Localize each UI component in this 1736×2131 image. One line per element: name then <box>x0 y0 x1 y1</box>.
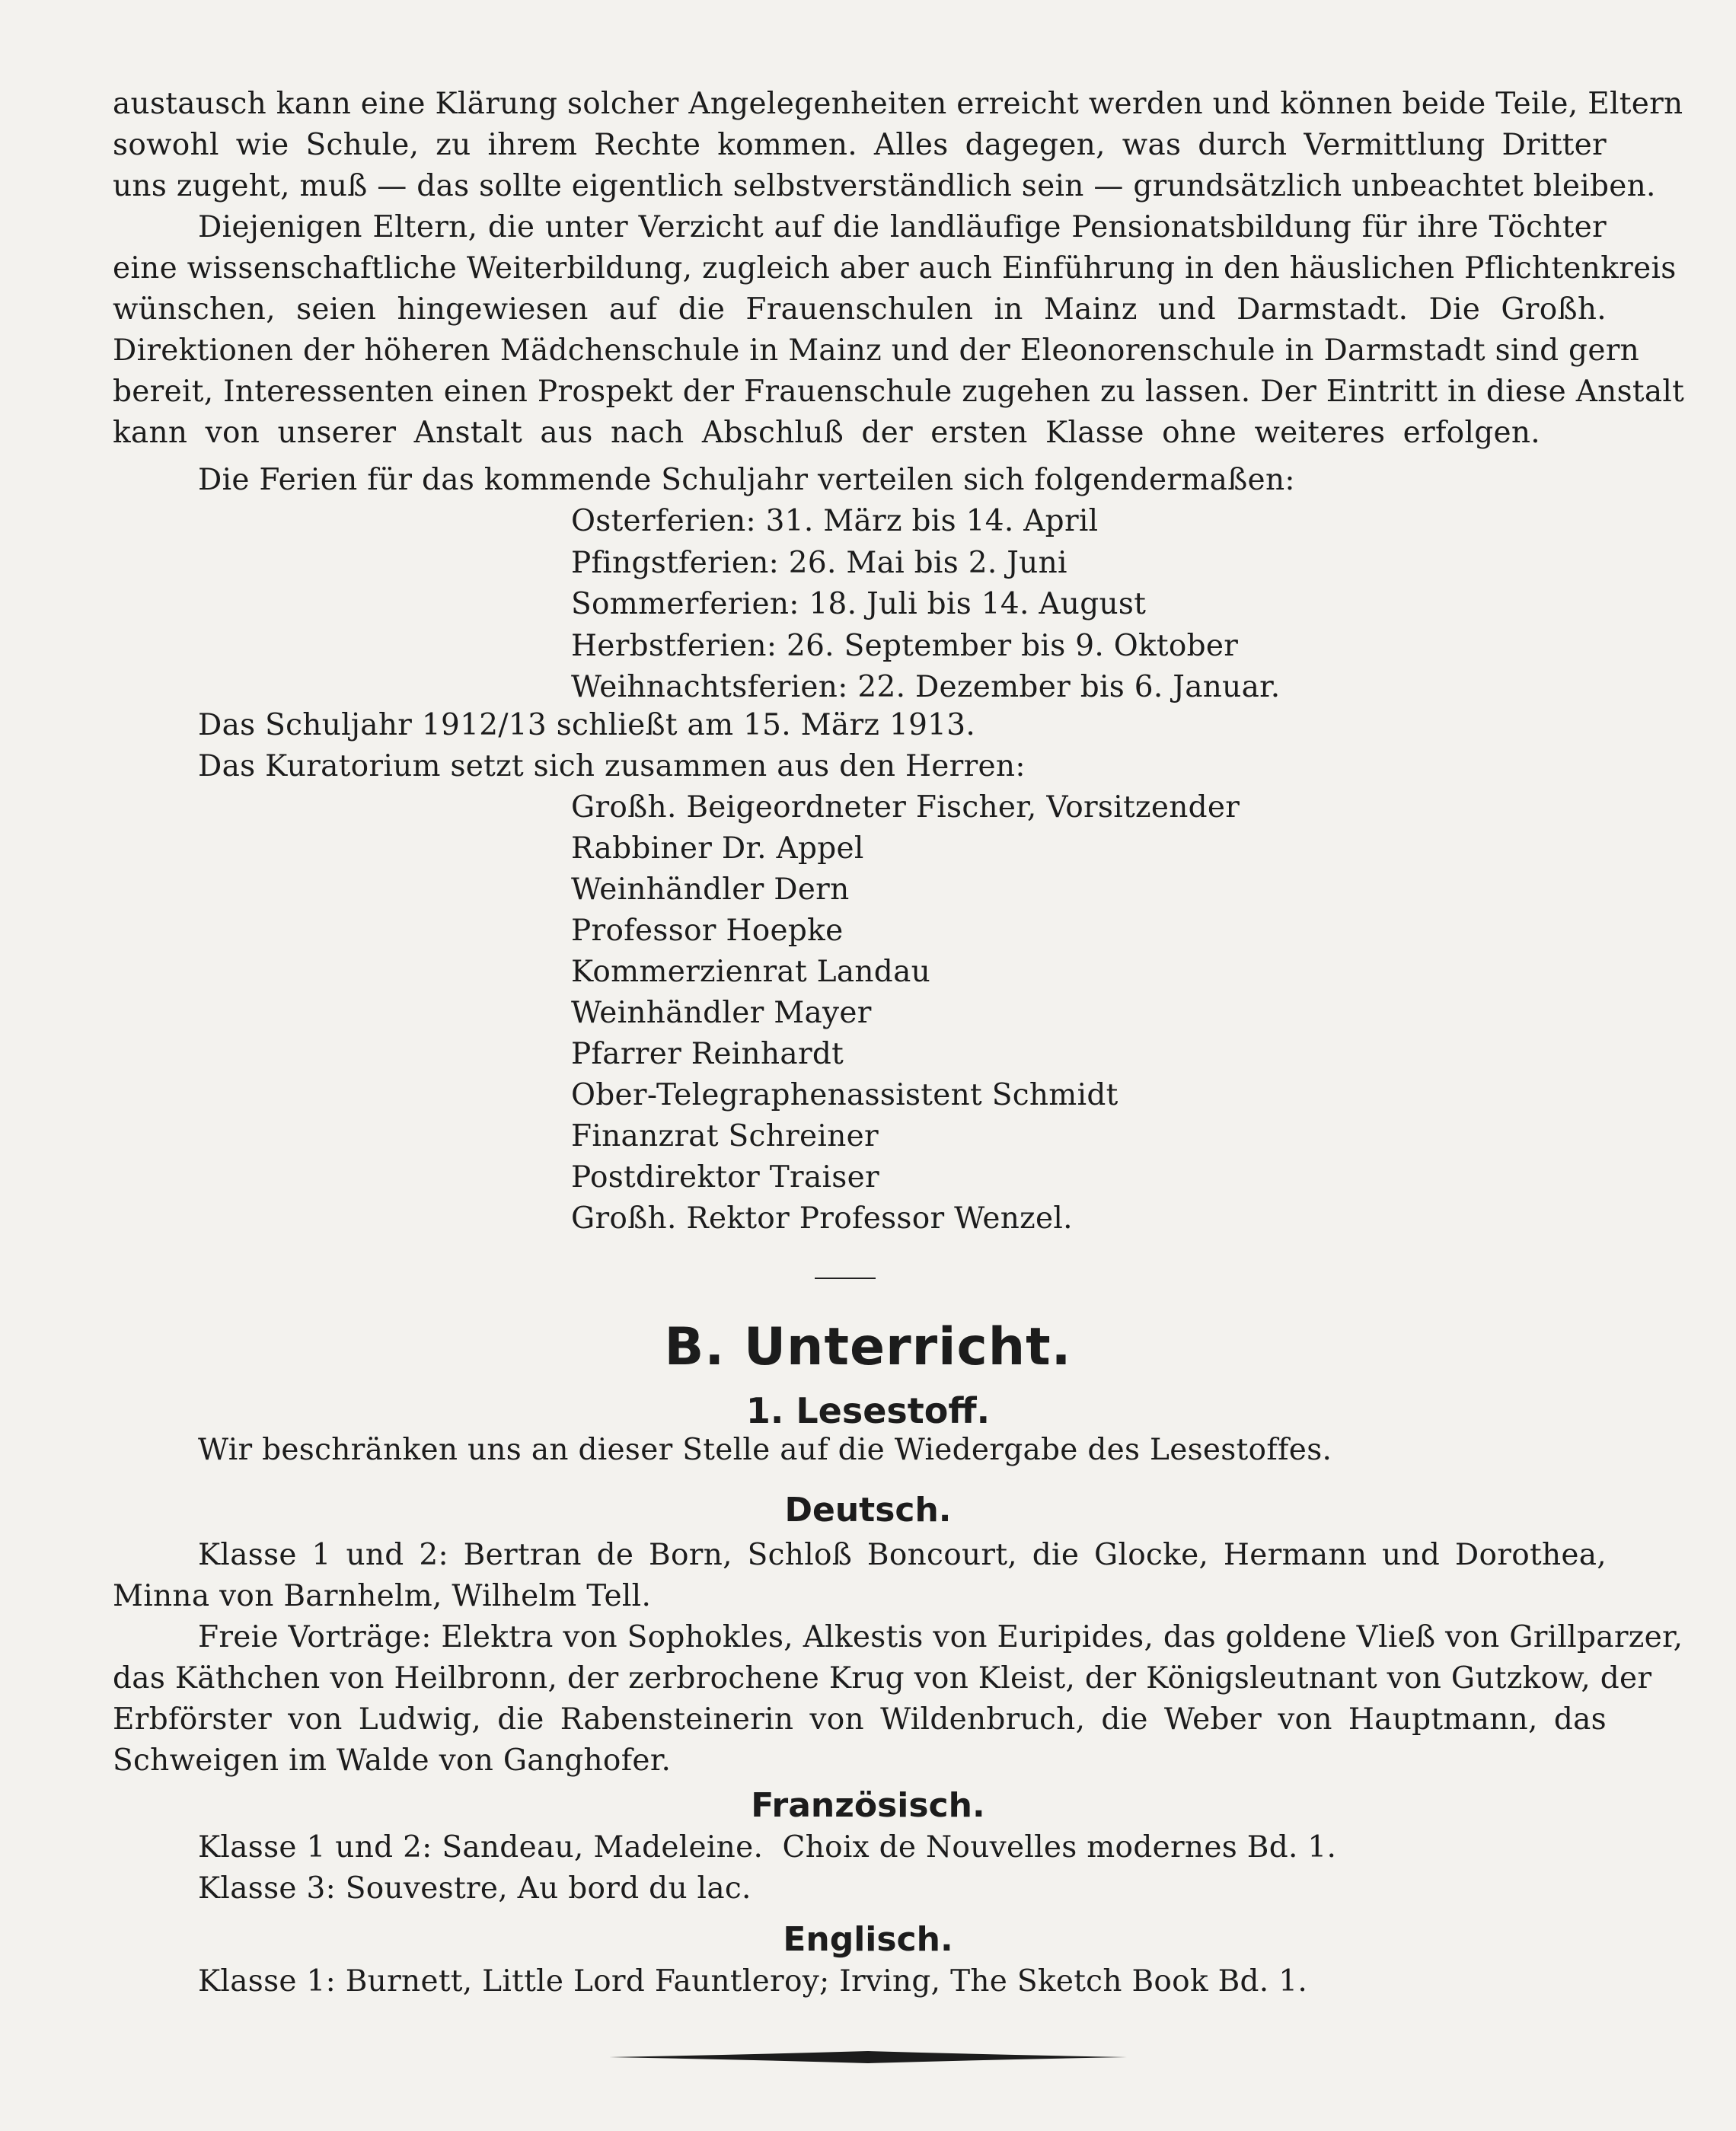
text-line: Klasse 1 und 2: Bertran de Born, Schloß Boncourt, die Glocke, Hermann und Dorothea, <box>198 1538 1607 1572</box>
section-title: B. Unterricht. <box>664 1317 1072 1377</box>
deutsch-klasse-1-2 <box>113 1535 1607 1617</box>
kuratorium-member: Großh. Rektor Professor Wenzel. <box>571 1201 1073 1236</box>
text-line: Freie Vorträge: Elektra von Sophokles, Alkestis von Euripides, das goldene Vließ von Grillparzer, <box>198 1620 1683 1654</box>
text-line: austausch kann eine Klärung solcher Angelegenheiten erreicht werden und können beide Teile, Eltern <box>113 87 1683 121</box>
text-line: wünschen, seien hingewiesen auf die Frauenschulen in Mainz und Darmstadt. Die Großh. <box>113 292 1607 327</box>
kuratorium-member: Weinhändler Dern <box>571 872 850 907</box>
kuratorium-member: Rabbiner Dr. Appel <box>571 831 864 866</box>
text-line: Direktionen der höheren Mädchenschule in Mainz und der Eleonorenschule in Darmstadt sind gern <box>113 333 1640 368</box>
text-line: Diejenigen Eltern, die unter Verzicht auf die landläufige Pensionatsbildung für ihre Töchter <box>198 210 1607 244</box>
closing-ornament-rule <box>609 2048 1127 2066</box>
text-line: das Käthchen von Heilbronn, der zerbrochene Krug von Kleist, der Königsleutnant von Gutzkow, der <box>113 1661 1652 1696</box>
ferien-item: Sommerferien: 18. Juli bis 14. August <box>571 587 1147 621</box>
lesestoff-intro: Wir beschränken uns an dieser Stelle auf die Wiedergabe des Lesestoffes. <box>198 1433 1332 1467</box>
text-line: Erbförster von Ludwig, die Rabensteinerin von Wildenbruch, die Weber von Hauptmann, das <box>113 1702 1607 1737</box>
section-divider <box>815 1278 876 1279</box>
paragraph-elternaustausch <box>113 84 1683 207</box>
text-line: sowohl wie Schule, zu ihrem Rechte kommen. Alles dagegen, was durch Vermittlung Dritter <box>113 128 1607 162</box>
text-line: Klasse 3: Souvestre, Au bord du lac. <box>198 1871 752 1906</box>
kuratorium-member: Weinhändler Mayer <box>571 996 872 1030</box>
ferien-item: Herbstferien: 26. September bis 9. Oktober <box>571 628 1239 663</box>
heading-franzoesisch: Französisch. <box>751 1786 985 1825</box>
text-line: Schweigen im Walde von Ganghofer. <box>113 1743 672 1778</box>
kuratorium-member: Großh. Beigeordneter Fischer, Vorsitzender <box>571 790 1240 825</box>
kuratorium-member: Postdirektor Traiser <box>571 1160 879 1195</box>
ferien-item: Osterferien: 31. März bis 14. April <box>571 504 1099 538</box>
kuratorium-member: Finanzrat Schreiner <box>571 1119 879 1153</box>
ferien-item: Pfingstferien: 26. Mai bis 2. Juni <box>571 545 1067 580</box>
ferien-intro: Die Ferien für das kommende Schuljahr verteilen sich folgendermaßen: <box>198 463 1295 497</box>
kuratorium-member: Ober-Telegraphenassistent Schmidt <box>571 1078 1119 1112</box>
kuratorium-member: Professor Hoepke <box>571 914 844 948</box>
text-line: Klasse 1 und 2: Sandeau, Madeleine. Choix de Nouvelles modernes Bd. 1. <box>198 1830 1337 1865</box>
text-line: Klasse 1: Burnett, Little Lord Fauntleroy; Irving, The Sketch Book Bd. 1. <box>198 1964 1308 1999</box>
kuratorium-member: Kommerzienrat Landau <box>571 955 931 989</box>
kuratorium-member: Pfarrer Reinhardt <box>571 1037 844 1071</box>
subsection-title: 1. Lesestoff. <box>745 1390 991 1431</box>
deutsch-freie-vortraege <box>113 1617 1683 1782</box>
paragraph-frauenschulen <box>113 207 1685 454</box>
kuratorium-list <box>571 787 1240 1239</box>
englisch-list <box>198 1961 1307 2002</box>
ferien-list <box>571 501 1281 709</box>
heading-deutsch: Deutsch. <box>784 1491 952 1530</box>
franzoesisch-list <box>198 1827 1336 1909</box>
text-line: eine wissenschaftliche Weiterbildung, zugleich aber auch Einführung in den häuslichen Pflichtenkreis <box>113 251 1677 286</box>
ferien-item: Weihnachtsferien: 22. Dezember bis 6. Januar. <box>571 670 1281 704</box>
kuratorium-intro: Das Kuratorium setzt sich zusammen aus den Herren: <box>198 749 1026 783</box>
text-line: bereit, Interessenten einen Prospekt der Frauenschule zugehen zu lassen. Der Eintritt in diese Anstalt <box>113 375 1685 409</box>
heading-englisch: Englisch. <box>783 1920 953 1959</box>
schuljahr-note: Das Schuljahr 1912/13 schließt am 15. März 1913. <box>198 708 976 742</box>
text-line: uns zugeht, muß — das sollte eigentlich selbstverständlich sein — grundsätzlich unbeachtet bleiben. <box>113 169 1656 203</box>
text-line: Minna von Barnhelm, Wilhelm Tell. <box>113 1579 652 1613</box>
text-line: kann von unserer Anstalt aus nach Abschluß der ersten Klasse ohne weiteres erfolgen. <box>113 416 1540 450</box>
